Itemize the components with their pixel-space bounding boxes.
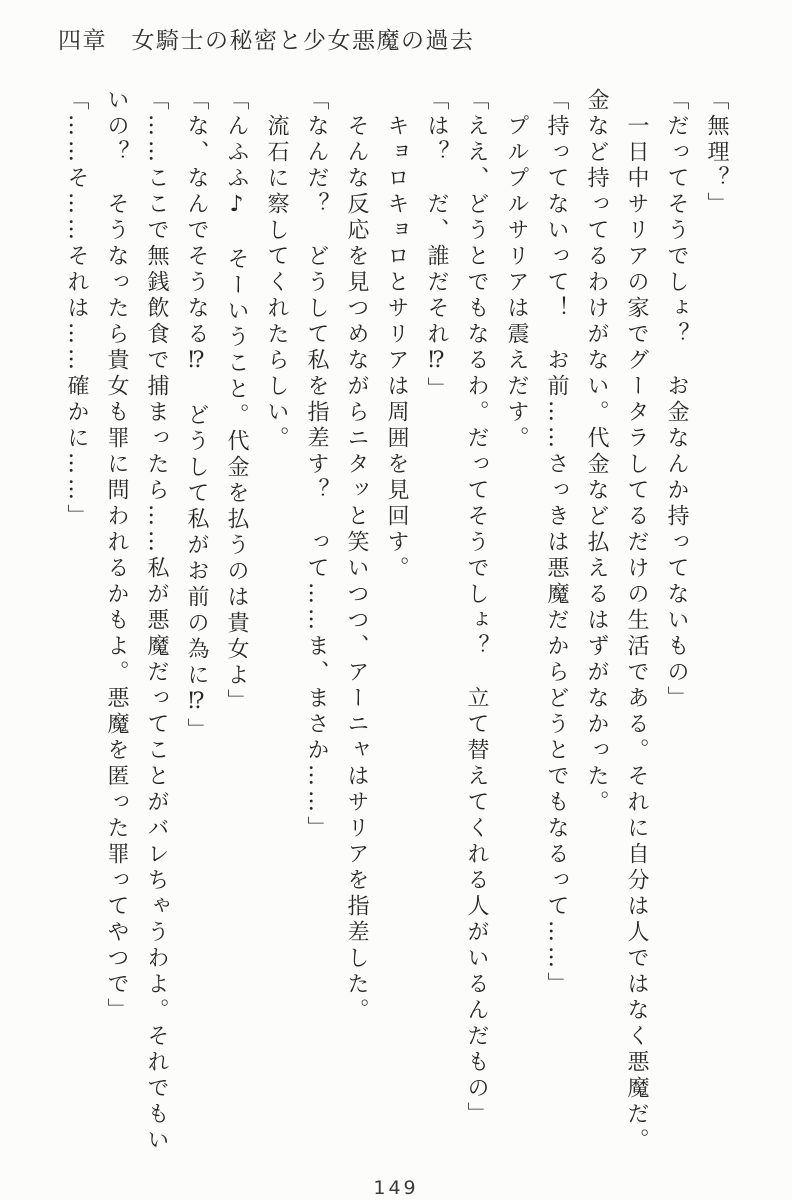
dialogue-paragraph: 「は？ だ、誰だそれ⁉」 <box>424 88 449 403</box>
narration-paragraph: 一日中サリアの家でグータラしてるだけの生活である。それに自分は人ではなく悪魔だ。金など持ってるわけがない。代金など払えるはずがなかった。 <box>584 88 649 1154</box>
page-number: 149 <box>373 1177 419 1199</box>
narration-paragraph: そんな反応を見つめながらニタッと笑いつつ、アーニャはサリアを指差した。 <box>344 114 369 1024</box>
narration-paragraph: プルプルサリアは震えだす。 <box>504 114 529 452</box>
narration-paragraph: キョロキョロとサリアは周囲を見回す。 <box>384 114 409 582</box>
dialogue-paragraph: 「持ってないって！ お前……さっきは悪魔だからどうとでもなるって……」 <box>544 88 569 998</box>
dialogue-paragraph: 「んふふ♪ そーいうこと。代金を払うのは貴女よ」 <box>224 88 249 715</box>
dialogue-paragraph: 「だってそうでしょ？ お金なんか持ってないもの」 <box>664 88 689 712</box>
dialogue-paragraph: 「なんだ？ どうして私を指差す？ って……ま、まさか……」 <box>304 88 329 842</box>
dialogue-paragraph: 「……そ……それは……確かに……」 <box>64 88 89 530</box>
narration-paragraph: 流石に察してくれたらしい。 <box>264 114 289 452</box>
dialogue-paragraph: 「……ここで無銭飲食で捕まったら……私が悪魔だってことがバレちゃうわよ。それでもいいの？ そうなったら貴女も罪に問われるかもよ。悪魔を匿った罪ってやつで」 <box>104 88 169 1154</box>
dialogue-paragraph: 「無理？」 <box>704 88 729 218</box>
page-text <box>52 88 736 1156</box>
dialogue-paragraph: 「な、なんでそうなる⁉ どうして私がお前の為に⁉」 <box>184 88 209 744</box>
chapter-title: 四章 女騎士の秘密と少女悪魔の過去 <box>58 28 475 54</box>
dialogue-paragraph: 「ええ、どうとでもなるわ。だってそうでしょ？ 立て替えてくれる人がいるんだもの」 <box>464 88 489 1128</box>
